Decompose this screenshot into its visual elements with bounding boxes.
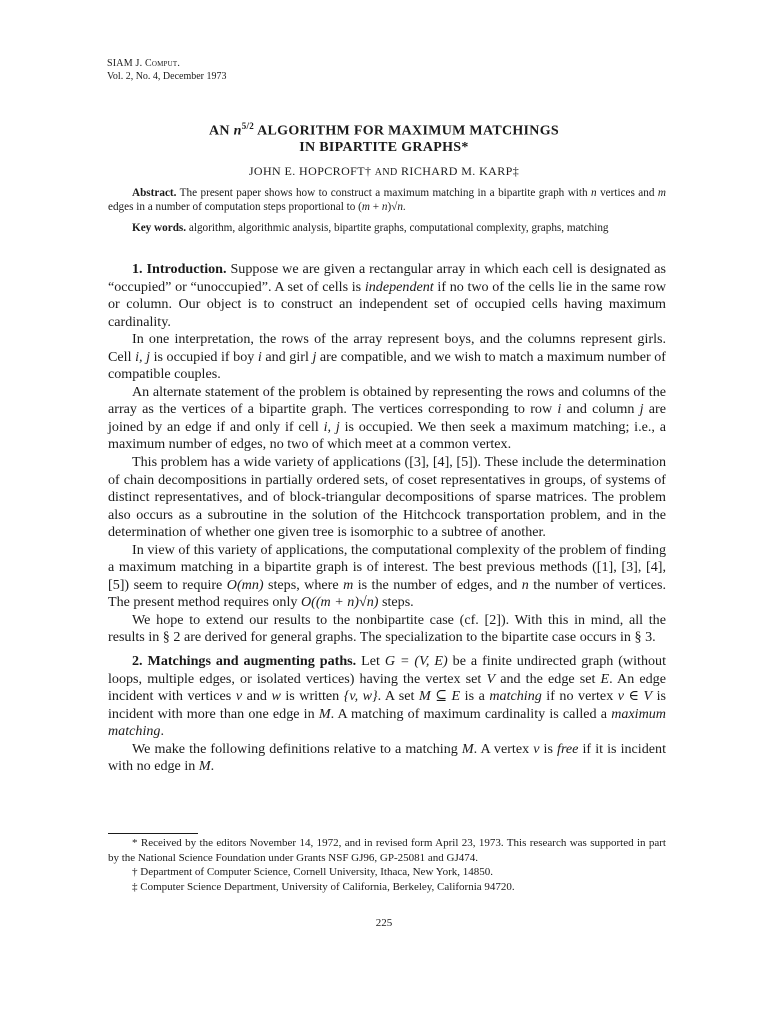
paragraph-4: This problem has a wide variety of applications ([3], [4], [5]). These include the determination of chain decompositions in partially ordered sets, of coset representatives in groups, of systems of distinct representatives, and of block-triangular decompositions of sparse matrices. The problem also occurs as a subroutine in the solution of the Hitchcock transportation problem, and in the determination of whether one given tree is isomorphic to a subtree of another. xyxy=(108,454,666,541)
abstract-text: vertices and xyxy=(596,187,658,199)
text: In view of this variety of applications, the computational complexity of the problem of finding a maximum matching in a bipartite graph is of interest. The best previous methods ([1], [3], [4], [5]) seem to require xyxy=(108,541,666,593)
text: is a xyxy=(460,688,490,705)
authors xyxy=(0,164,768,179)
text: be a finite undirected graph (without loops, multiple edges, or isolated vertices) having the vertex set xyxy=(108,653,666,687)
page-number: 225 xyxy=(375,917,393,929)
abstract-text: The present paper shows how to construct a maximum matching in a bipartite graph with xyxy=(176,187,592,199)
text: is incident with more than one edge in xyxy=(108,688,666,722)
footnote-dagger: † Department of Computer Science, Cornell University, Ithaca, New York, 14850. xyxy=(132,866,493,878)
math-m: m xyxy=(657,187,666,199)
math: j xyxy=(312,348,317,365)
title-line-1 xyxy=(0,118,768,140)
text: . A vertex xyxy=(473,740,534,757)
footnotes xyxy=(108,836,666,894)
abstract-label: Abstract. xyxy=(132,187,177,199)
math: j xyxy=(639,401,644,418)
math: {v, w} xyxy=(343,688,378,705)
math-m: m xyxy=(361,201,370,213)
text: . A matching of maximum cardinality is called a xyxy=(330,705,612,722)
math: v ∈ V xyxy=(617,688,653,705)
math: n xyxy=(521,576,529,593)
math: G = (V, E) xyxy=(384,653,448,670)
text: if no two of the cells lie in the same row or column. Our object is to construct an independent set of occupied cells having maximum cardinality. xyxy=(108,278,666,330)
author-1: JOHN E. HOPCROFT† xyxy=(248,164,372,178)
text: is occupied. We then seek a maximum matching; i.e., a maximum number of edges, no two of which meet at a common vertex. xyxy=(108,418,667,453)
math: M xyxy=(318,705,331,722)
text: steps. xyxy=(378,594,414,611)
text: . An edge incident with vertices xyxy=(108,670,666,705)
math: i xyxy=(257,348,262,365)
text: Let xyxy=(356,653,385,670)
title-line-1-rest: ALGORITHM FOR MAXIMUM MATCHINGS xyxy=(254,123,559,139)
math: v xyxy=(235,688,243,705)
paragraph-5 xyxy=(108,542,666,612)
journal-header xyxy=(107,58,227,83)
journal-name: SIAM J. Comput. xyxy=(107,58,181,69)
emphasis: independent xyxy=(364,278,434,295)
text: and column xyxy=(561,401,640,418)
math: E xyxy=(600,670,610,687)
paragraph-7 xyxy=(108,653,666,741)
math: i, j xyxy=(135,348,150,365)
math-n: n xyxy=(397,201,403,213)
keywords-text: algorithm, algorithmic analysis, bipartite graphs, computational complexity, graphs, matching xyxy=(186,222,609,234)
section-1-heading: 1. Introduction. xyxy=(132,261,227,277)
math-n: n xyxy=(591,187,597,199)
math: i, j xyxy=(323,418,340,435)
abstract-text: )√ xyxy=(387,201,398,213)
emphasis: matching xyxy=(489,688,542,705)
text: . xyxy=(160,723,164,740)
math: i xyxy=(557,401,562,418)
math: v xyxy=(533,740,540,757)
emphasis: free xyxy=(557,740,579,757)
math: O(mn) xyxy=(226,576,264,593)
abstract-text: . xyxy=(402,201,406,213)
abstract-text: + xyxy=(369,201,382,213)
paragraph-2 xyxy=(108,331,666,384)
text: the number of vertices. The present method requires only xyxy=(108,576,666,611)
keywords-label: Key words. xyxy=(132,222,187,234)
body-text xyxy=(108,261,666,776)
text: An alternate statement of the problem is obtained by representing the rows and columns of the array as the vertices of a bipartite graph. The vertices corresponding to row xyxy=(108,383,666,418)
math: M xyxy=(198,758,211,775)
emphasis: maximum matching xyxy=(108,705,666,740)
text: is xyxy=(539,740,558,757)
text: and xyxy=(242,688,272,705)
paragraph-3 xyxy=(108,384,666,454)
paragraph-6: We hope to extend our results to the nonbipartite case (cf. [2]). With this in mind, all the results in § 2 are derived for general graphs. The specialization to the bipartite case occurs in § 3. xyxy=(108,611,666,646)
text: steps, where xyxy=(263,576,344,593)
keywords xyxy=(108,221,666,235)
abstract-text: edges in a number of computation steps proportional to ( xyxy=(108,201,362,213)
footnote-divider xyxy=(108,833,198,834)
text: are joined by an edge if and only if cell xyxy=(108,401,666,435)
paper-title xyxy=(0,118,768,156)
text: and the edge set xyxy=(495,670,601,687)
text: In one interpretation, the rows of the array represent boys, and the columns represent girls. Cell xyxy=(108,331,666,365)
section-2-heading: 2. Matchings and augmenting paths. xyxy=(132,653,357,670)
text: is written xyxy=(280,688,344,705)
math: w xyxy=(271,688,281,705)
text: Suppose we are given a rectangular array in which each cell is designated as “occupied” or “unoccupied”. A set of cells is xyxy=(108,261,666,295)
text: is occupied if boy xyxy=(150,348,258,365)
footnote-ddagger: ‡ Computer Science Department, University of California, Berkeley, California 94720. xyxy=(132,880,515,893)
text: and girl xyxy=(261,348,313,365)
text: if it is incident with no edge in xyxy=(108,740,666,775)
journal-issue: Vol. 2, No. 4, December 1973 xyxy=(107,70,227,82)
text: is the number of edges, and xyxy=(353,576,522,593)
text: . A set xyxy=(377,688,419,705)
title-prefix: AN xyxy=(208,123,234,139)
text: are compatible, and we wish to match a maximum number of compatible couples. xyxy=(108,348,666,383)
title-exponent: 5/2 xyxy=(241,121,255,131)
title-line-2: IN BIPARTITE GRAPHS* xyxy=(299,139,469,155)
math-n: n xyxy=(381,201,388,213)
math: O((m + n)√n) xyxy=(300,594,379,611)
paragraph-8 xyxy=(108,741,666,776)
title-n: n xyxy=(233,123,242,139)
author-2: RICHARD M. KARP‡ xyxy=(401,164,520,178)
text: if no vertex xyxy=(541,688,618,705)
footnote-received: * Received by the editors November 14, 1972, and in revised form April 23, 1973. This research was supported in part by the National Science Foundation under Grants NSF GJ96, GP-25081 and GJ474. xyxy=(108,837,666,864)
paragraph-1 xyxy=(108,261,666,331)
math: m xyxy=(343,576,354,593)
authors-and: AND xyxy=(374,167,398,178)
math: V xyxy=(486,670,496,687)
text: . xyxy=(210,758,215,775)
abstract xyxy=(108,186,666,214)
math: M ⊆ E xyxy=(418,688,461,705)
text: We make the following definitions relative to a matching xyxy=(132,740,462,757)
math: M xyxy=(461,740,474,757)
